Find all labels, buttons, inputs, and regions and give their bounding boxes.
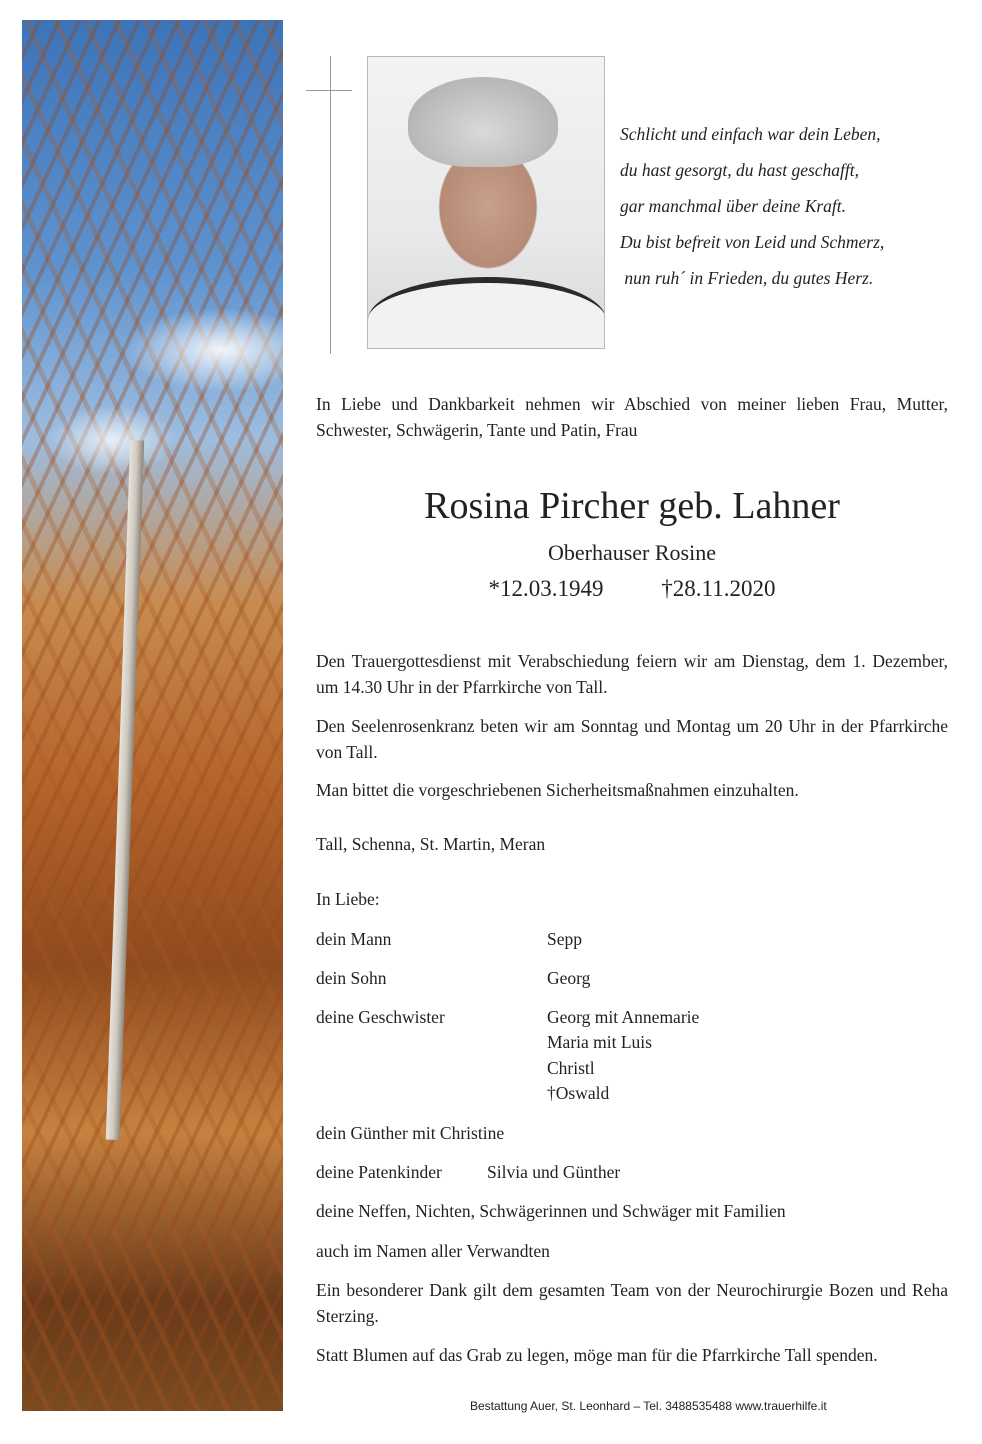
- death-date: †28.11.2020: [661, 576, 776, 601]
- sibling-item: Maria mit Luis: [547, 1032, 652, 1052]
- deceased-nickname: Oberhauser Rosine: [547, 540, 716, 565]
- husband-name: Sepp: [547, 929, 582, 949]
- portrait-photo: [367, 56, 605, 349]
- siblings-label: deine Geschwister: [316, 1007, 445, 1027]
- sibling-item: Georg mit Annemarie: [547, 1007, 700, 1027]
- cross-symbol-horizontal: [306, 90, 352, 91]
- birch-trunk: [106, 440, 144, 1140]
- autumn-birch-photo: [22, 20, 283, 1411]
- service-text: Den Trauergottesdienst mit Verabschiedung feiern wir am Dienstag, dem 1. Dezember, um 14.30 Uhr in der Pfarrkirche von Tall.: [316, 651, 948, 697]
- cross-symbol-vertical: [330, 56, 331, 354]
- portrait-hair: [408, 77, 558, 167]
- poem-line: Schlicht und einfach war dein Leben,: [620, 124, 881, 144]
- sibling-item: †Oswald: [547, 1083, 610, 1103]
- relatives-line: deine Neffen, Nichten, Schwägerinnen und Schwäger mit Familien: [316, 1201, 786, 1221]
- sibling-item: Christl: [547, 1058, 595, 1078]
- godchildren-names: Silvia und Günther: [487, 1162, 621, 1182]
- poem: [620, 116, 965, 296]
- poem-line: gar manchmal über deine Kraft.: [620, 196, 847, 216]
- in-love-label: In Liebe:: [316, 889, 380, 909]
- all-relatives-line: auch im Namen aller Verwandten: [316, 1241, 550, 1261]
- godchildren-label: deine Patenkinder: [316, 1162, 442, 1182]
- deceased-name: Rosina Pircher geb. Lahner: [424, 485, 840, 527]
- son-name: Georg: [547, 968, 591, 988]
- guenther-line: dein Günther mit Christine: [316, 1123, 505, 1143]
- poem-line: nun ruh´ in Frieden, du gutes Herz.: [620, 268, 874, 288]
- funeral-home-footer: Bestattung Auer, St. Leonhard – Tel. 3488535488 www.trauerhilfe.it: [470, 1399, 827, 1413]
- birth-date: *12.03.1949: [488, 576, 604, 601]
- poem-line: du hast gesorgt, du hast geschafft,: [620, 160, 860, 180]
- safety-text: Man bittet die vorgeschriebenen Sicherheitsmaßnahmen einzuhalten.: [316, 780, 799, 800]
- flowers-text: Statt Blumen auf das Grab zu legen, möge man für die Pfarrkirche Tall spenden.: [316, 1345, 878, 1365]
- husband-label: dein Mann: [316, 929, 392, 949]
- portrait-shoulders: [368, 277, 605, 349]
- poem-line: Du bist befreit von Leid und Schmerz,: [620, 232, 885, 252]
- intro-text: In Liebe und Dankbarkeit nehmen wir Abschied von meiner lieben Frau, Mutter, Schwester, Schwägerin, Tante und Patin, Frau: [316, 394, 948, 440]
- rosary-text: Den Seelenrosenkranz beten wir am Sonntag und Montag um 20 Uhr in der Pfarrkirche von Tall.: [316, 716, 948, 762]
- life-dates: [316, 576, 948, 602]
- thanks-text: Ein besonderer Dank gilt dem gesamten Team von der Neurochirurgie Bozen und Reha Sterzing.: [316, 1280, 948, 1326]
- son-label: dein Sohn: [316, 968, 387, 988]
- places-text: Tall, Schenna, St. Martin, Meran: [316, 834, 546, 854]
